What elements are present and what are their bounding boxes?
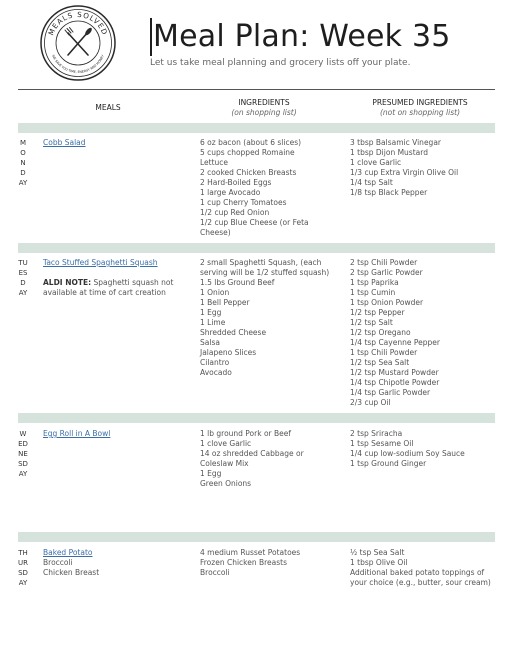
day-label-tuesday: TUESDAY (18, 259, 28, 297)
day-label-monday: MONDAY (18, 139, 28, 187)
day-label-wednesday: WEDNESDAY (18, 430, 28, 478)
section-band (18, 413, 495, 423)
col-header-meals: MEALS (95, 103, 121, 112)
ingredients-monday: 6 oz bacon (about 6 slices) 5 cups chopped Romaine Lettuce 2 cooked Chicken Breasts 2 Hard-Boiled Eggs 1 large Avocado 1 cup Cherry Tomatoes 1/2 cup Red Onion 1/2 cup Blue Cheese (or Feta Cheese) (200, 138, 309, 237)
page-subtitle: Let us take meal planning and grocery lists off your plate. (150, 58, 411, 68)
ingredients-tuesday: 2 small Spaghetti Squash, (each serving will be 1/2 stuffed squash) 1.5 lbs Ground Beef 1 Onion 1 Bell Pepper 1 Egg 1 Lime Shredded Cheese Salsa Jalapeno Slices Cilantro Avocado (200, 258, 330, 377)
header-divider (18, 89, 495, 90)
col-header-presumed: PRESUMED INGREDIENTS (not on shopping list) (372, 98, 468, 117)
section-band (18, 123, 495, 133)
logo-text-top: MEALS SOLVED (46, 9, 110, 37)
day-label-thursday: THURSDAY (18, 549, 28, 587)
page-title: Meal Plan: Week 35 (150, 18, 451, 56)
section-band (18, 243, 495, 253)
col-header-ingredients: INGREDIENTS (on shopping list) (231, 98, 297, 117)
ingredients-thursday: 4 medium Russet Potatoes Frozen Chicken Breasts Broccoli (200, 548, 301, 577)
aldi-note: ALDI NOTE: Spaghetti squash not available at time of cart creation (43, 278, 174, 297)
meal-link-monday[interactable]: Cobb Salad (43, 138, 86, 147)
meal-wednesday (43, 429, 183, 439)
meal-link-wednesday[interactable]: Egg Roll in A Bowl (43, 429, 111, 438)
presumed-thursday: ½ tsp Sea Salt 1 tbsp Olive Oil Additional baked potato toppings of your choice (e.g., butter, sour cream) (350, 548, 491, 587)
logo-text-bottom: WE SAVE YOU TIME, ENERGY AND MONEY (51, 54, 105, 75)
meals-solved-logo (40, 5, 116, 81)
meal-thursday: Baked Potato Broccoli Chicken Breast (43, 548, 183, 578)
ingredients-wednesday: 1 lb ground Pork or Beef 1 clove Garlic 14 oz shredded Cabbage or Coleslaw Mix 1 Egg Green Onions (200, 429, 304, 488)
presumed-tuesday: 2 tsp Chili Powder 2 tsp Garlic Powder 1 tsp Paprika 1 tsp Cumin 1 tsp Onion Powder 1/2 tsp Pepper 1/2 tsp Salt 1/2 tsp Oregano 1/4 tsp Cayenne Pepper 1 tsp Chili Powder 1/2 tsp Sea Salt 1/2 tsp Mustard Powder 1/4 tsp Chipotle Powder 1/4 tsp Garlic Powder 2/3 cup Oil (350, 258, 440, 407)
meal-link-tuesday[interactable]: Taco Stuffed Spaghetti Squash (43, 258, 158, 267)
presumed-wednesday: 2 tsp Sriracha 1 tsp Sesame Oil 1/4 cup low-sodium Soy Sauce 1 tsp Ground Ginger (350, 429, 465, 468)
section-band (18, 532, 495, 542)
presumed-monday: 3 tbsp Balsamic Vinegar 1 tbsp Dijon Mustard 1 clove Garlic 1/3 cup Extra Virgin Olive Oil 1/4 tsp Salt 1/8 tsp Black Pepper (350, 138, 459, 197)
meal-link-thursday[interactable]: Baked Potato (43, 548, 93, 557)
meal-tuesday (43, 258, 183, 298)
meal-monday (43, 138, 183, 148)
